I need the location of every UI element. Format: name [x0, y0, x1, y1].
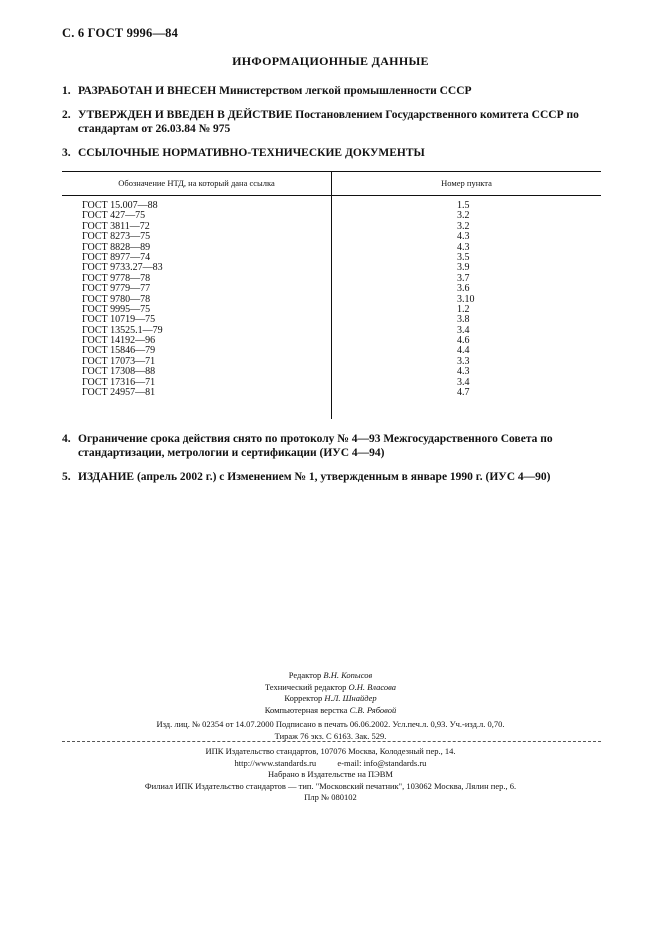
- table-cell-document: ГОСТ 17316—71: [82, 376, 156, 388]
- item-lead: УТВЕРЖДЕН И ВВЕДЕН В ДЕЙСТВИЕ: [78, 109, 293, 121]
- table-cell-document: ГОСТ 9995—75: [82, 303, 151, 315]
- table-cell-clause: 4.4: [457, 345, 470, 357]
- table-cell-document: ГОСТ 15.007—88: [82, 200, 158, 211]
- table-cell-clause: 4.3: [457, 366, 470, 378]
- table-cell-clause: 3.3: [457, 355, 470, 367]
- table-cell-document: ГОСТ 15846—79: [82, 345, 156, 357]
- table-cell-document: ГОСТ 9778—78: [82, 272, 151, 284]
- item-text: Постановлением Государственного комитета СССР по: [295, 109, 579, 121]
- table-cell-document: ГОСТ 13525.1—79: [82, 324, 163, 336]
- table-cell-document: ГОСТ 17308—88: [82, 366, 156, 378]
- credit-editor: Редактор В.Н. Копысов: [288, 670, 373, 680]
- table-header-document: Обозначение НТД, на который дана ссылка: [118, 178, 275, 188]
- table-cell-clause: 1.2: [457, 303, 470, 315]
- credits-divider: [62, 741, 601, 742]
- item-number: 2.: [62, 109, 71, 121]
- web-link: http://www.standards.ru: [234, 757, 317, 768]
- credits-editors: [0, 670, 661, 716]
- info-item-1: [62, 84, 602, 98]
- item-text: (апрель 2002 г.) с Изменением № 1, утвержденным в январе 1990 г. (ИУС 4—90): [136, 471, 551, 483]
- branch-line: Филиал ИПК Издательство стандартов — тип. "Московский печатник", 103062 Москва, Лялин пер., 6.: [144, 780, 517, 791]
- table-cell-document: ГОСТ 427—75: [82, 210, 146, 222]
- info-item-4: [62, 432, 602, 460]
- credit-corrector: Корректор Н.Л. Шнайдер: [284, 693, 377, 703]
- table-cell-clause: 4.3: [457, 241, 470, 253]
- item-lead: ССЫЛОЧНЫЕ НОРМАТИВНО-ТЕХНИЧЕСКИЕ ДОКУМЕНТЫ: [78, 147, 425, 159]
- table-cell-clause: 3.2: [457, 210, 470, 222]
- publisher-line: ИПК Издательство стандартов, 107076 Москва, Колодезный пер., 14.: [205, 746, 456, 756]
- table-cell-clause: 3.8: [457, 314, 470, 326]
- table-cell-clause: 4.7: [457, 387, 470, 399]
- table-cell-clause: 3.10: [457, 293, 475, 305]
- table-cell-clause: 3.9: [457, 262, 470, 274]
- info-item-3: [62, 146, 602, 160]
- contacts-line: [0, 758, 661, 770]
- table-cell-clause: 3.7: [457, 272, 470, 284]
- table-cell-clause: 4.6: [457, 335, 470, 347]
- page-header-code: С. 6 ГОСТ 9996—84: [62, 26, 179, 40]
- info-item-2: [62, 108, 602, 136]
- item-text: Министерством легкой промышленности СССР: [219, 85, 472, 97]
- item-lead: ИЗДАНИЕ: [78, 471, 135, 483]
- table-cell-document: ГОСТ 24957—81: [82, 387, 156, 399]
- table-cell-clause: 3.4: [457, 376, 470, 388]
- info-item-5: [62, 470, 602, 484]
- table-cell-document: ГОСТ 3811—72: [82, 220, 150, 232]
- table-cell-document: ГОСТ 9779—77: [82, 283, 151, 295]
- item-lead: РАЗРАБОТАН И ВНЕСЕН: [78, 85, 217, 97]
- table-cell-document: ГОСТ 10719—75: [82, 314, 156, 326]
- credit-tech-editor: Технический редактор О.Н. Власова: [264, 681, 397, 692]
- credits-publisher: [0, 746, 661, 804]
- table-cell-clause: 3.6: [457, 283, 470, 295]
- table-cell-document: ГОСТ 9733.27—83: [82, 262, 163, 274]
- table-cell-clause: 3.5: [457, 251, 470, 263]
- credits-print-info: [0, 719, 661, 742]
- item-number: 5.: [62, 471, 71, 483]
- table-cell-clause: 3.4: [457, 324, 470, 336]
- credit-layout: Компьютерная верстка С.В. Рябовой: [264, 704, 397, 715]
- table-row: [62, 284, 601, 294]
- table-cell-document: ГОСТ 9780—78: [82, 293, 151, 305]
- plr-line: Плр № 080102: [304, 792, 357, 802]
- item-number: 3.: [62, 147, 71, 159]
- table-cell-document: ГОСТ 14192—96: [82, 335, 156, 347]
- item-continuation: стандартам от 26.03.84 № 975: [78, 123, 231, 135]
- table-row: [62, 388, 601, 398]
- table-cell-document: ГОСТ 8977—74: [82, 251, 151, 263]
- reference-table: [62, 171, 601, 419]
- table-cell-clause: 3.2: [457, 220, 470, 232]
- typeset-line: Набрано в Издательстве на ПЭВМ: [268, 769, 393, 779]
- table-cell-document: ГОСТ 17073—71: [82, 355, 156, 367]
- table-cell-clause: 4.3: [457, 231, 470, 243]
- item-number: 4.: [62, 433, 71, 445]
- item-text: Ограничение срока действия снято по протоколу № 4—93 Межгосударственного Совета по: [78, 433, 553, 445]
- item-number: 1.: [62, 85, 71, 97]
- table-cell-clause: 1.5: [457, 200, 470, 211]
- license-line: Изд. лиц. № 02354 от 14.07.2000 Подписано в печать 06.06.2002. Усл.печ.л. 0,93. Уч.-изд.л. 0,70.: [156, 719, 505, 729]
- table-header-clause: Номер пункта: [441, 178, 492, 188]
- table-body: [62, 201, 601, 398]
- email-text: e-mail: info@standards.ru: [337, 757, 427, 768]
- table-row: [62, 232, 601, 242]
- table-cell-document: ГОСТ 8828—89: [82, 241, 151, 253]
- print-run-line: Тираж 76 экз. С 6163. Зак. 529.: [274, 730, 387, 741]
- table-cell-document: ГОСТ 8273—75: [82, 231, 151, 243]
- item-continuation: стандартизации, метрологии и сертификации (ИУС 4—94): [78, 447, 385, 459]
- section-title: ИНФОРМАЦИОННЫЕ ДАННЫЕ: [232, 54, 429, 68]
